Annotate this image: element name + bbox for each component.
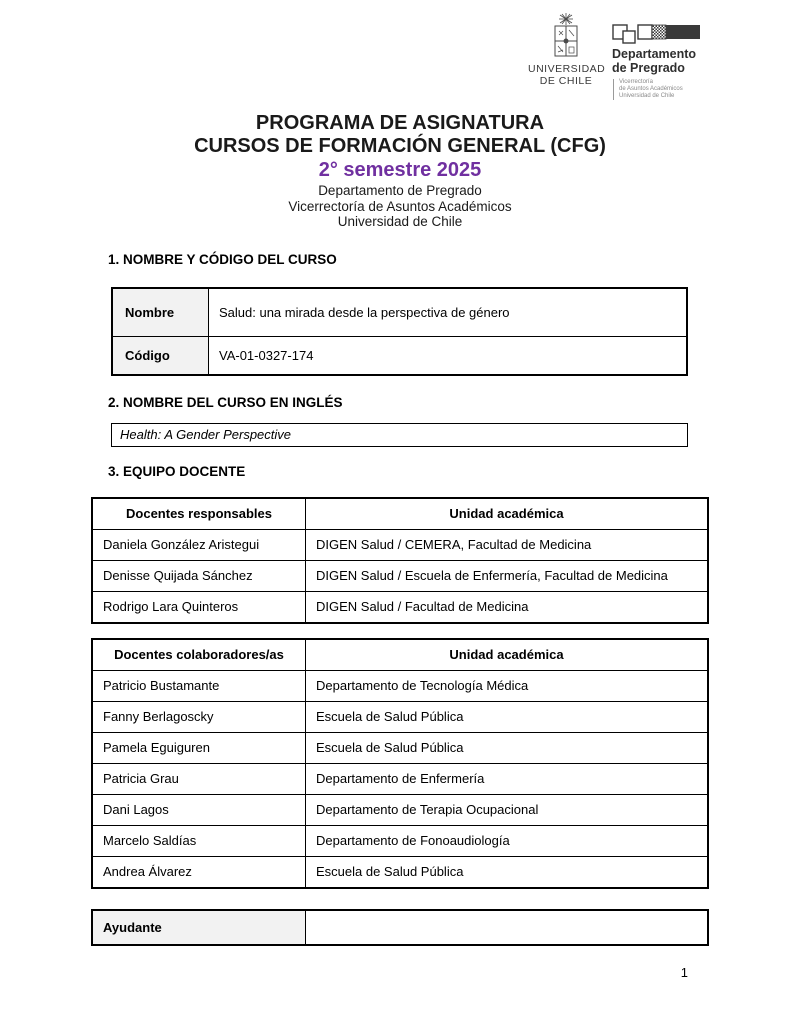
- nombre-value-cell: Salud: una mirada desde la perspectiva de género: [209, 288, 688, 337]
- table-row: Marcelo Saldías Departamento de Fonoaudiología: [92, 825, 708, 856]
- ayudante-value-cell: [306, 910, 709, 945]
- section3-heading: 3. EQUIPO DOCENTE: [108, 463, 246, 479]
- uchile-logo-text-line2: DE CHILE: [539, 74, 593, 87]
- docentes-responsables-table: [91, 497, 709, 624]
- codigo-value-cell: VA-01-0327-174: [209, 336, 688, 375]
- table-header-row: [92, 498, 708, 530]
- table-row: [112, 336, 687, 375]
- uchile-crest-icon: [528, 12, 604, 64]
- table-row: Rodrigo Lara Quinteros DIGEN Salud / Facultad de Medicina: [92, 591, 708, 623]
- course-name-code-table: [111, 287, 688, 376]
- table-row: Daniela González Aristegui DIGEN Salud / CEMERA, Facultad de Medicina: [92, 529, 708, 560]
- ayudante-label-cell: Ayudante: [92, 910, 306, 945]
- section2-heading: 2. NOMBRE DEL CURSO EN INGLÉS: [108, 394, 343, 410]
- table-row: [92, 910, 708, 945]
- nombre-label-cell: Nombre: [112, 288, 209, 337]
- table-row: [112, 288, 687, 337]
- table-row: Patricio Bustamante Departamento de Tecnología Médica: [92, 670, 708, 701]
- subtitle-universidad: Universidad de Chile: [337, 214, 463, 229]
- section1-heading: 1. NOMBRE Y CÓDIGO DEL CURSO: [108, 251, 337, 267]
- table-row: Denisse Quijada Sánchez DIGEN Salud / Escuela de Enfermería, Facultad de Medicina: [92, 560, 708, 591]
- english-name-box: [111, 423, 688, 447]
- responsables-col1-header: Docentes responsables: [92, 498, 306, 530]
- pregrado-logo-title-line1: Departamento: [612, 47, 697, 61]
- table-row: Patricia Grau Departamento de Enfermería: [92, 763, 708, 794]
- document-title-line2: CURSOS DE FORMACIÓN GENERAL (CFG): [194, 135, 606, 157]
- english-name-value: Health: A Gender Perspective: [120, 427, 292, 442]
- subtitle-vicerrectoria: Vicerrectoría de Asuntos Académicos: [288, 198, 512, 214]
- table-row: Fanny Berlagoscky Escuela de Salud Pública: [92, 701, 708, 732]
- responsables-col2-header: Unidad académica: [306, 498, 709, 530]
- table-row: Andrea Álvarez Escuela de Salud Pública: [92, 856, 708, 888]
- departamento-pregrado-logo: [612, 24, 752, 100]
- ayudante-table: [91, 909, 709, 946]
- pregrado-logo-subtitle: Vicerrectoría de Asuntos Académicos Universidad de Chile: [613, 79, 752, 100]
- colaboradores-col1-header: Docentes colaboradores/as: [92, 639, 306, 671]
- pregrado-squares-icon: [612, 24, 752, 44]
- title-block: [0, 112, 800, 230]
- page-number: 1: [680, 965, 688, 980]
- uchile-logo-text-line1: UNIVERSIDAD: [528, 63, 606, 75]
- docentes-colaboradores-table: [91, 638, 709, 889]
- table-header-row: [92, 639, 708, 671]
- table-row: Pamela Eguiguren Escuela de Salud Pública: [92, 732, 708, 763]
- pregrado-logo-title-line2: de Pregrado: [612, 60, 685, 75]
- table-row: Dani Lagos Departamento de Terapia Ocupacional: [92, 794, 708, 825]
- semester-subtitle: 2° semestre 2025: [318, 159, 482, 181]
- document-title-line1: PROGRAMA DE ASIGNATURA: [255, 112, 545, 134]
- codigo-label-cell: Código: [112, 336, 209, 375]
- universidad-de-chile-logo: [528, 12, 604, 87]
- subtitle-departamento: Departamento de Pregrado: [318, 183, 482, 198]
- colaboradores-col2-header: Unidad académica: [306, 639, 709, 671]
